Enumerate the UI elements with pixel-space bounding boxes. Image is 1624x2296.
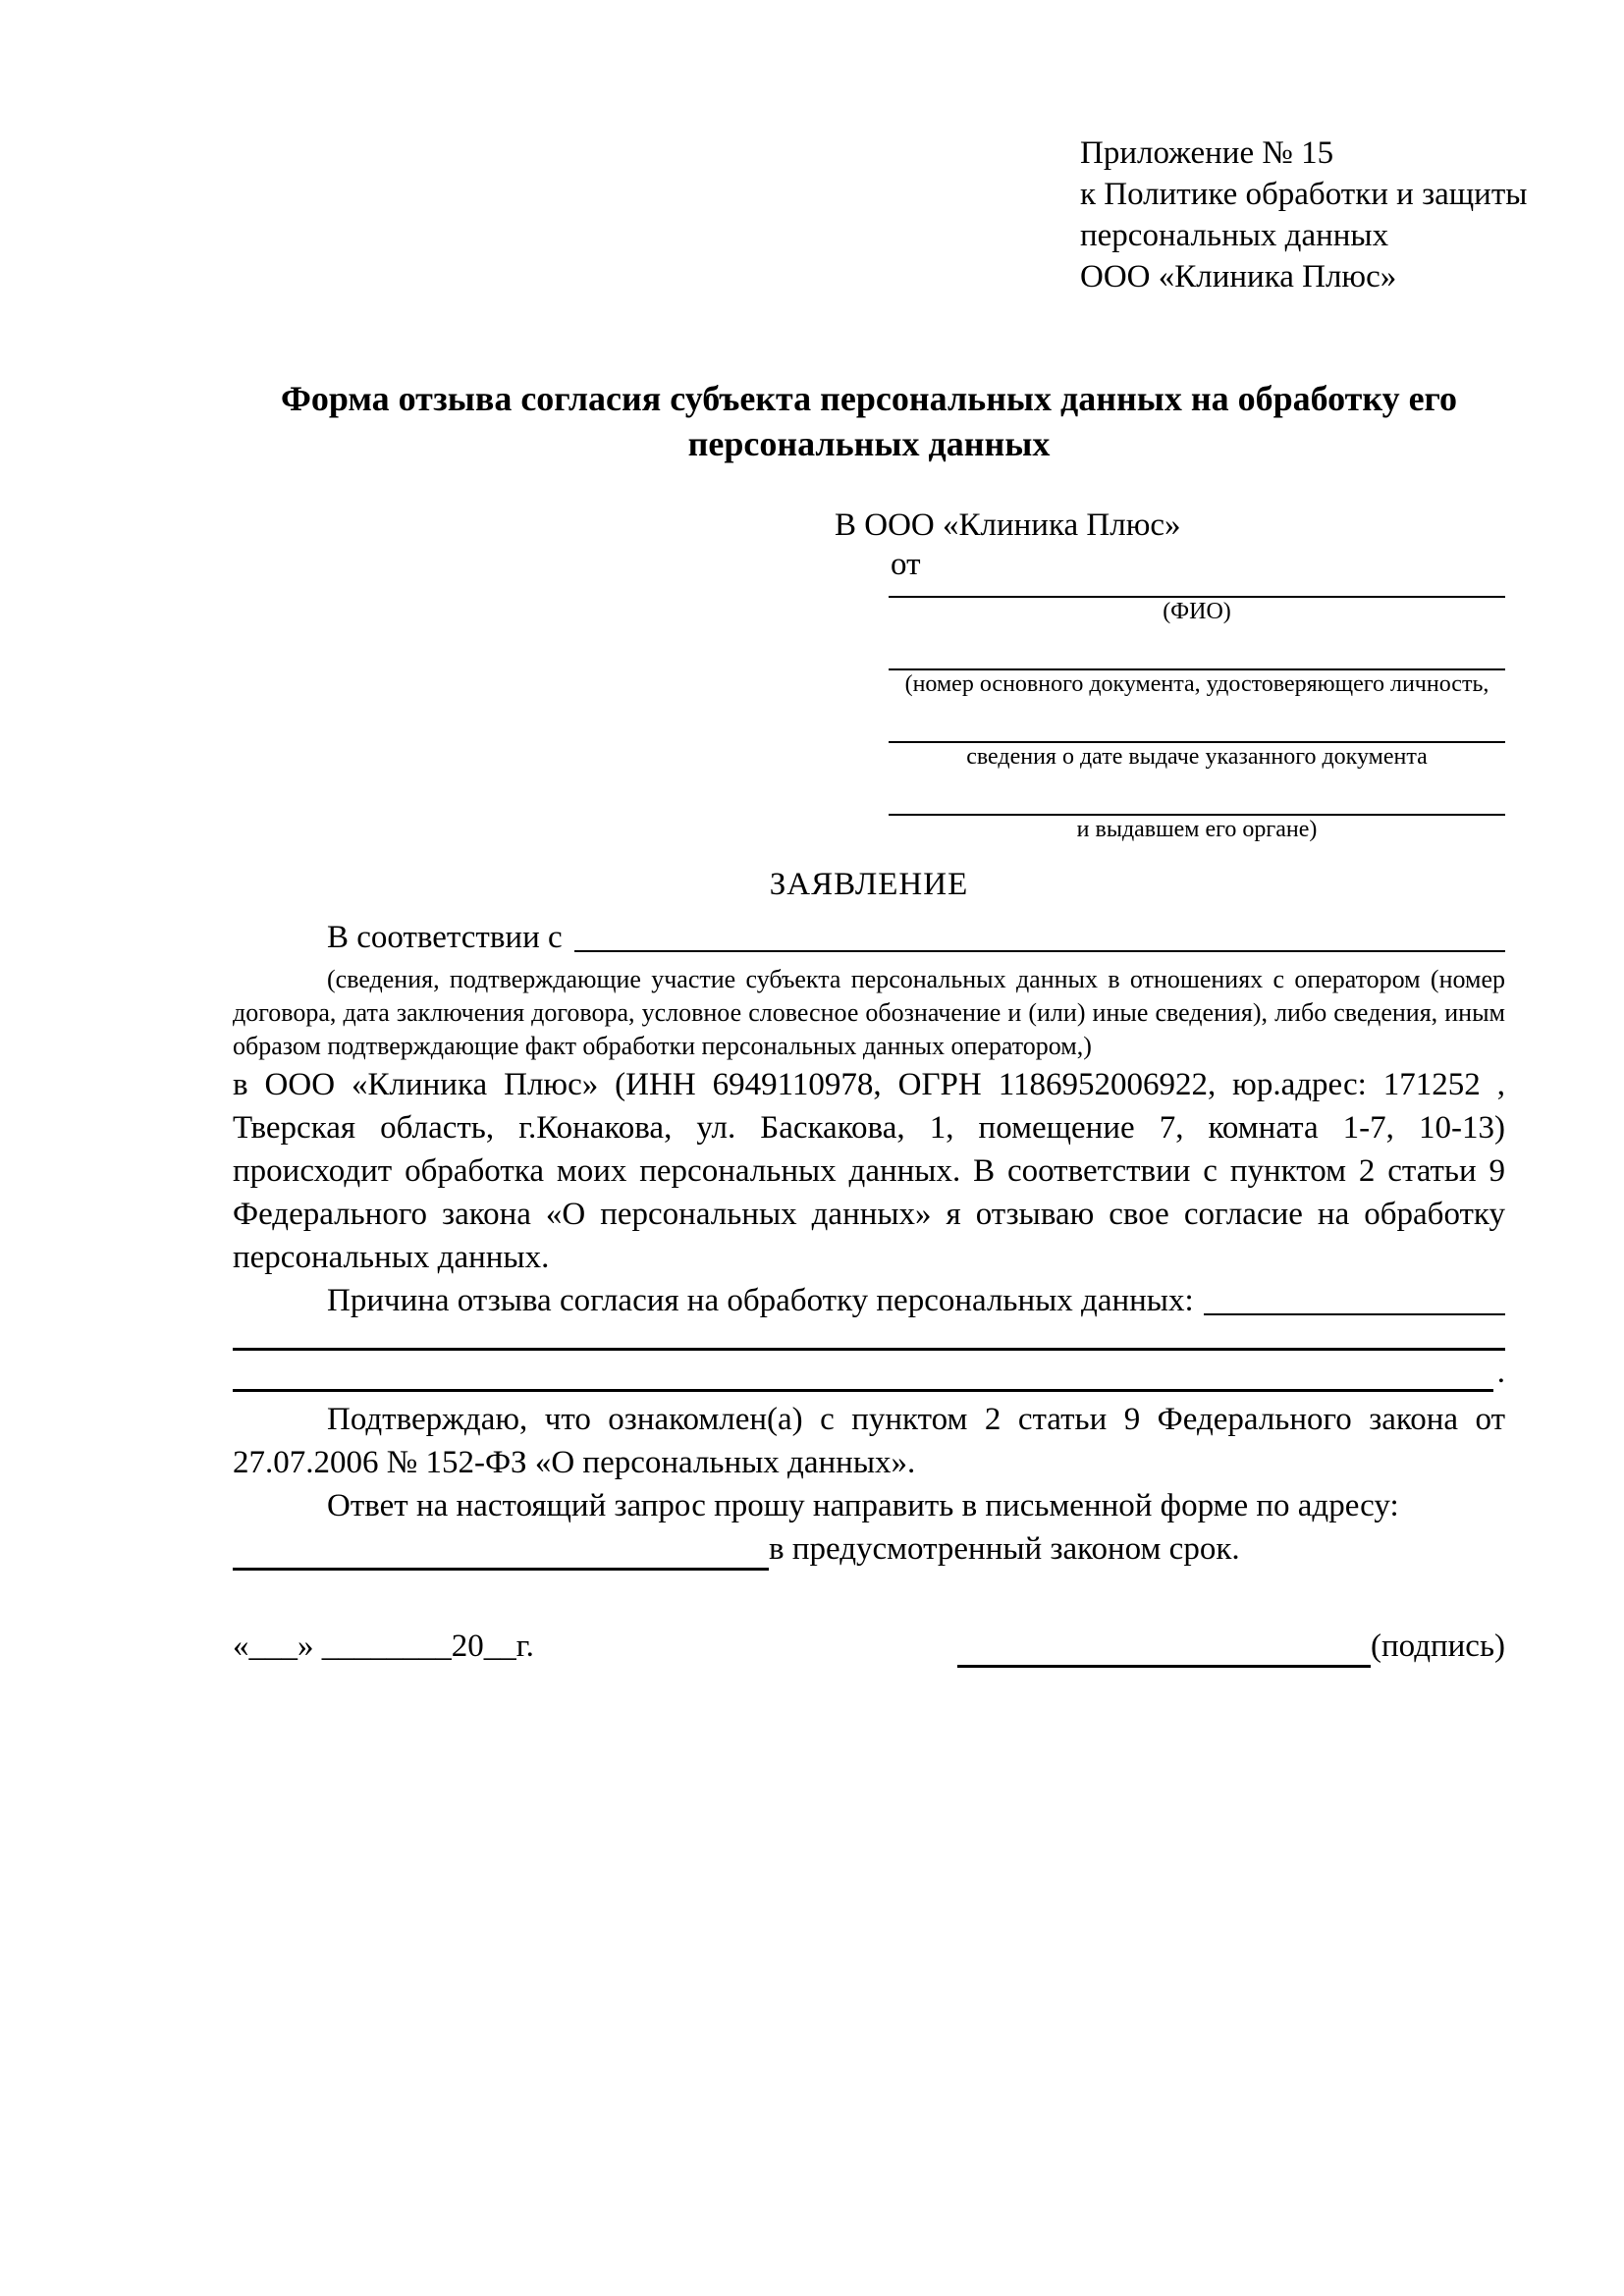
reply-address-write-line <box>233 1528 769 1571</box>
accordance-write-line <box>574 916 1505 952</box>
accordance-prefix: В соответствии с <box>327 920 563 955</box>
reason-write-line-3 <box>233 1351 1505 1392</box>
issuing-authority-field <box>889 771 1505 843</box>
fio-field <box>889 584 1505 625</box>
appendix-line: Приложение № 15 <box>1080 135 1334 171</box>
date-signature-row <box>233 1625 1505 1668</box>
accordance-row <box>233 916 1505 959</box>
statement-body-paragraph: в ООО «Клиника Плюс» (ИНН 6949110978, ОГРН 1186952006922, юр.адрес: 171252 , Тверская область, г.Конакова, ул. Баскакова, 1, помещение 7, комната 1-7, 10-13) происходит обработка моих персональных данных. В соответствии с пунктом 2 статьи 9 Федерального закона «О персональных данных» я отзываю свое согласие на обработку персональных данных. <box>233 1067 1505 1275</box>
document-number-field <box>889 625 1505 698</box>
issue-date-field <box>889 698 1505 771</box>
reason-label: Причина отзыва согласия на обработку персональных данных: <box>327 1283 1194 1318</box>
issuing-authority-write-line <box>889 771 1505 816</box>
reason-row <box>233 1279 1505 1322</box>
issuing-authority-caption: и выдавшем его органе) <box>1076 817 1318 842</box>
appendix-reference-block <box>1080 133 1528 297</box>
document-title: Форма отзыва согласия субъекта персональных данных на обработку его персональных данных <box>280 379 1458 463</box>
fio-caption: (ФИО) <box>1163 599 1231 624</box>
signature-caption: (подпись) <box>1371 1629 1505 1664</box>
reason-write-line <box>1204 1279 1505 1315</box>
reply-address-row <box>233 1527 1505 1571</box>
appendix-line: к Политике обработки и защиты <box>1080 177 1528 212</box>
confirmation-paragraph: Подтверждаю, что ознакомлен(а) с пунктом 2 статьи 9 Федерального закона от 27.07.2006 № 152-ФЗ «О персональных данных». <box>233 1402 1505 1480</box>
appendix-line: ООО «Клиника Плюс» <box>1080 259 1397 294</box>
reply-request-paragraph: Ответ на настоящий запрос прошу направить в письменной форме по адресу: <box>327 1488 1399 1523</box>
issue-date-write-line <box>889 698 1505 743</box>
date-blank: «___» ________20__г. <box>233 1629 534 1664</box>
fio-write-line <box>889 584 1505 598</box>
statement-heading: ЗАЯВЛЕНИЕ <box>769 867 969 902</box>
addressee-from-label: от <box>891 547 921 582</box>
reason-terminal-period: . <box>1496 1355 1505 1390</box>
reason-write-line-3-rule <box>233 1348 1493 1392</box>
reply-suffix: в предусмотренный законом срок. <box>769 1531 1240 1567</box>
addressee-to: В ООО «Клиника Плюс» <box>835 507 1181 543</box>
signature-block <box>957 1625 1505 1668</box>
issue-date-caption: сведения о дате выдаче указанного документа <box>966 744 1428 770</box>
signature-write-line <box>957 1629 1371 1668</box>
accordance-footnote: (сведения, подтверждающие участие субъекта персональных данных в отношениях с оператором (номер договора, дата заключения договора, условное словесное обозначение и (или) иные сведения), либо сведения, иным образом подтверждающие факт обработки персональных данных оператором,) <box>233 965 1505 1060</box>
appendix-line: персональных данных <box>1080 218 1389 253</box>
document-number-write-line <box>889 625 1505 670</box>
reason-write-line-2 <box>233 1322 1505 1351</box>
addressee-block <box>835 506 1505 843</box>
document-number-caption: (номер основного документа, удостоверяющего личность, <box>904 671 1489 697</box>
